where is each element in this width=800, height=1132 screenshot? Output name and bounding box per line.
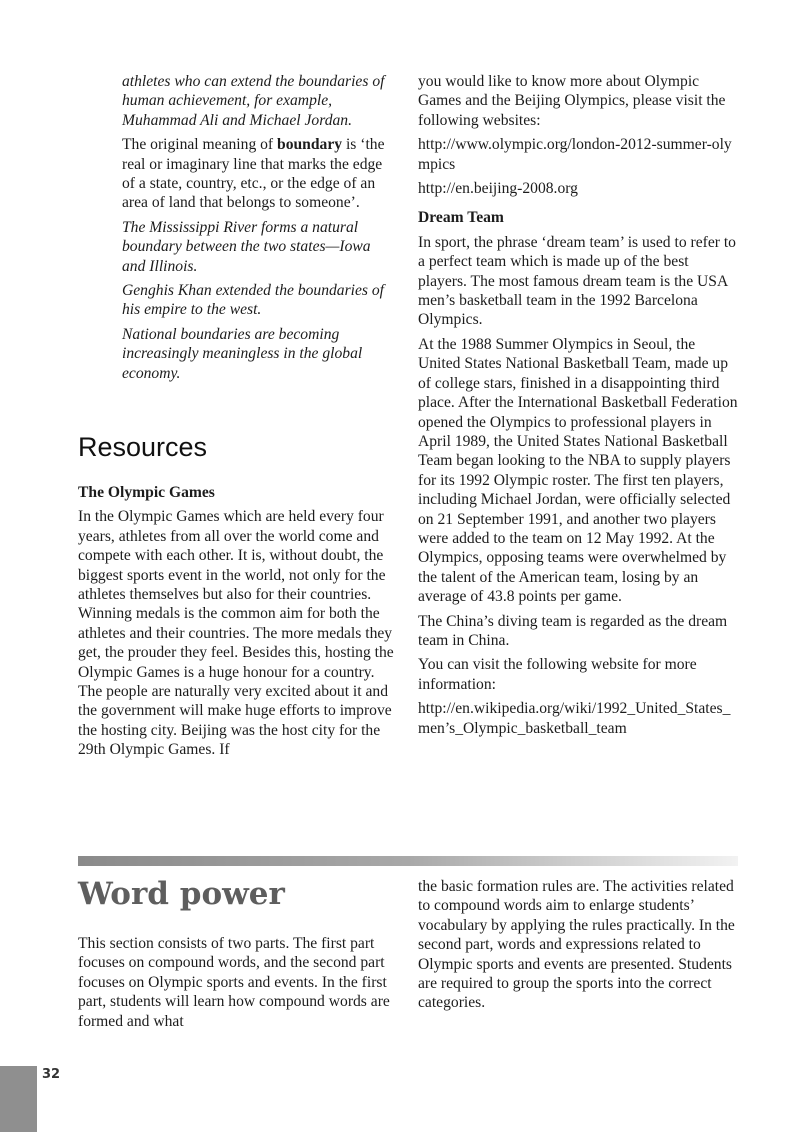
definition-column [122, 72, 397, 388]
continued-example: athletes who can extend the boundaries of human achievement, for example, Muhammad Ali and Michael Jordan. [122, 73, 385, 129]
wikipedia-link: http://en.wikipedia.org/wiki/1992_United_States_men’s_Olympic_basketball_team [418, 700, 731, 737]
right-column [418, 72, 738, 743]
dream-team-title: Dream Team [418, 209, 504, 227]
boundary-definition [122, 135, 397, 213]
beijing-olympics-link: http://en.beijing-2008.org [418, 180, 578, 198]
olympic-games-title: The Olympic Games [78, 484, 215, 501]
dream-team-paragraph-3: The China’s diving team is regarded as the dream team in China. [418, 612, 728, 649]
word-power-right [418, 877, 738, 1018]
section-divider [78, 856, 738, 866]
olympic-games-continued: you would like to know more about Olympic Games and the Beijing Olympics, please visit the following websites: [418, 73, 726, 129]
word-power-left [78, 934, 396, 1036]
page-number: 32 [42, 1067, 61, 1082]
page-tab [0, 1066, 37, 1132]
resources-heading: Resources [78, 432, 208, 462]
example-sentence-1: The Mississippi River forms a natural boundary between the two states—Iowa and Illinois. [122, 218, 371, 275]
definition-lead: The original meaning of [122, 136, 278, 154]
dream-team-paragraph-1: In sport, the phrase ‘dream team’ is used to refer to a perfect team which is made up of the best players. The most famous dream team is the USA men’s basketball team in the 1992 Barcelona Olympics. [418, 233, 736, 329]
example-sentence-3: National boundaries are becoming increasingly meaningless in the global economy. [122, 325, 363, 382]
word-power-heading: Word power [78, 876, 285, 912]
definition-rest: is ‘the real or imaginary line that marks the edge of a state, country, etc., or the edge of an area of land that belongs to someone’. [122, 136, 385, 212]
example-sentence-2: Genghis Khan extended the boundaries of his empire to the west. [122, 282, 385, 319]
london-olympics-link: http://www.olympic.org/london-2012-summer-olympics [418, 136, 732, 173]
olympic-games-text: In the Olympic Games which are held every four years, athletes from all over the world come and compete with each other. It is, without doubt, the biggest sports event in the world, not only for the athletes themselves but also for their countries. Winning medals is the common aim for both the athletes and their countries. The more medals they get, the prouder they feel. Besides this, hosting the Olympic Games is a huge honour for a country. The people are naturally very excited about it and the government will make huge efforts to improve the hosting city. Beijing was the host city for the 29th Olympic Games. If [78, 508, 394, 759]
keyword-boundary: boundary [277, 136, 343, 154]
olympic-games-section [78, 483, 396, 765]
dream-team-paragraph-2: At the 1988 Summer Olympics in Seoul, the United States National Basketball Team, made up of college stars, finished in a disappointing third place. After the International Basketball Federation opened the Olympics to professional players in April 1989, the United States National Basketball Team began looking to the NBA to supply players for its 1992 Olympic roster. The first ten players, including Michael Jordan, were officially selected on 21 September 1991, and another two players were added to the team on 12 May 1992. At the Olympics, opposing teams were overwhelmed by the talent of the American team, losing by an average of 43.8 points per game. [418, 335, 738, 606]
word-power-text-right: the basic formation rules are. The activities related to compound words aim to enlarge students’ vocabulary by applying the rules practically. In the second part, words and expressions related to Olympic sports and events are presented. Students are required to group the sports into the correct categories. [418, 878, 735, 1012]
word-power-text-left: This section consists of two parts. The first part focuses on compound words, and the second part focuses on Olympic sports and events. In the first part, students will learn how compound words are formed and what [78, 935, 390, 1030]
dream-team-paragraph-4: You can visit the following website for more information: [418, 656, 697, 693]
